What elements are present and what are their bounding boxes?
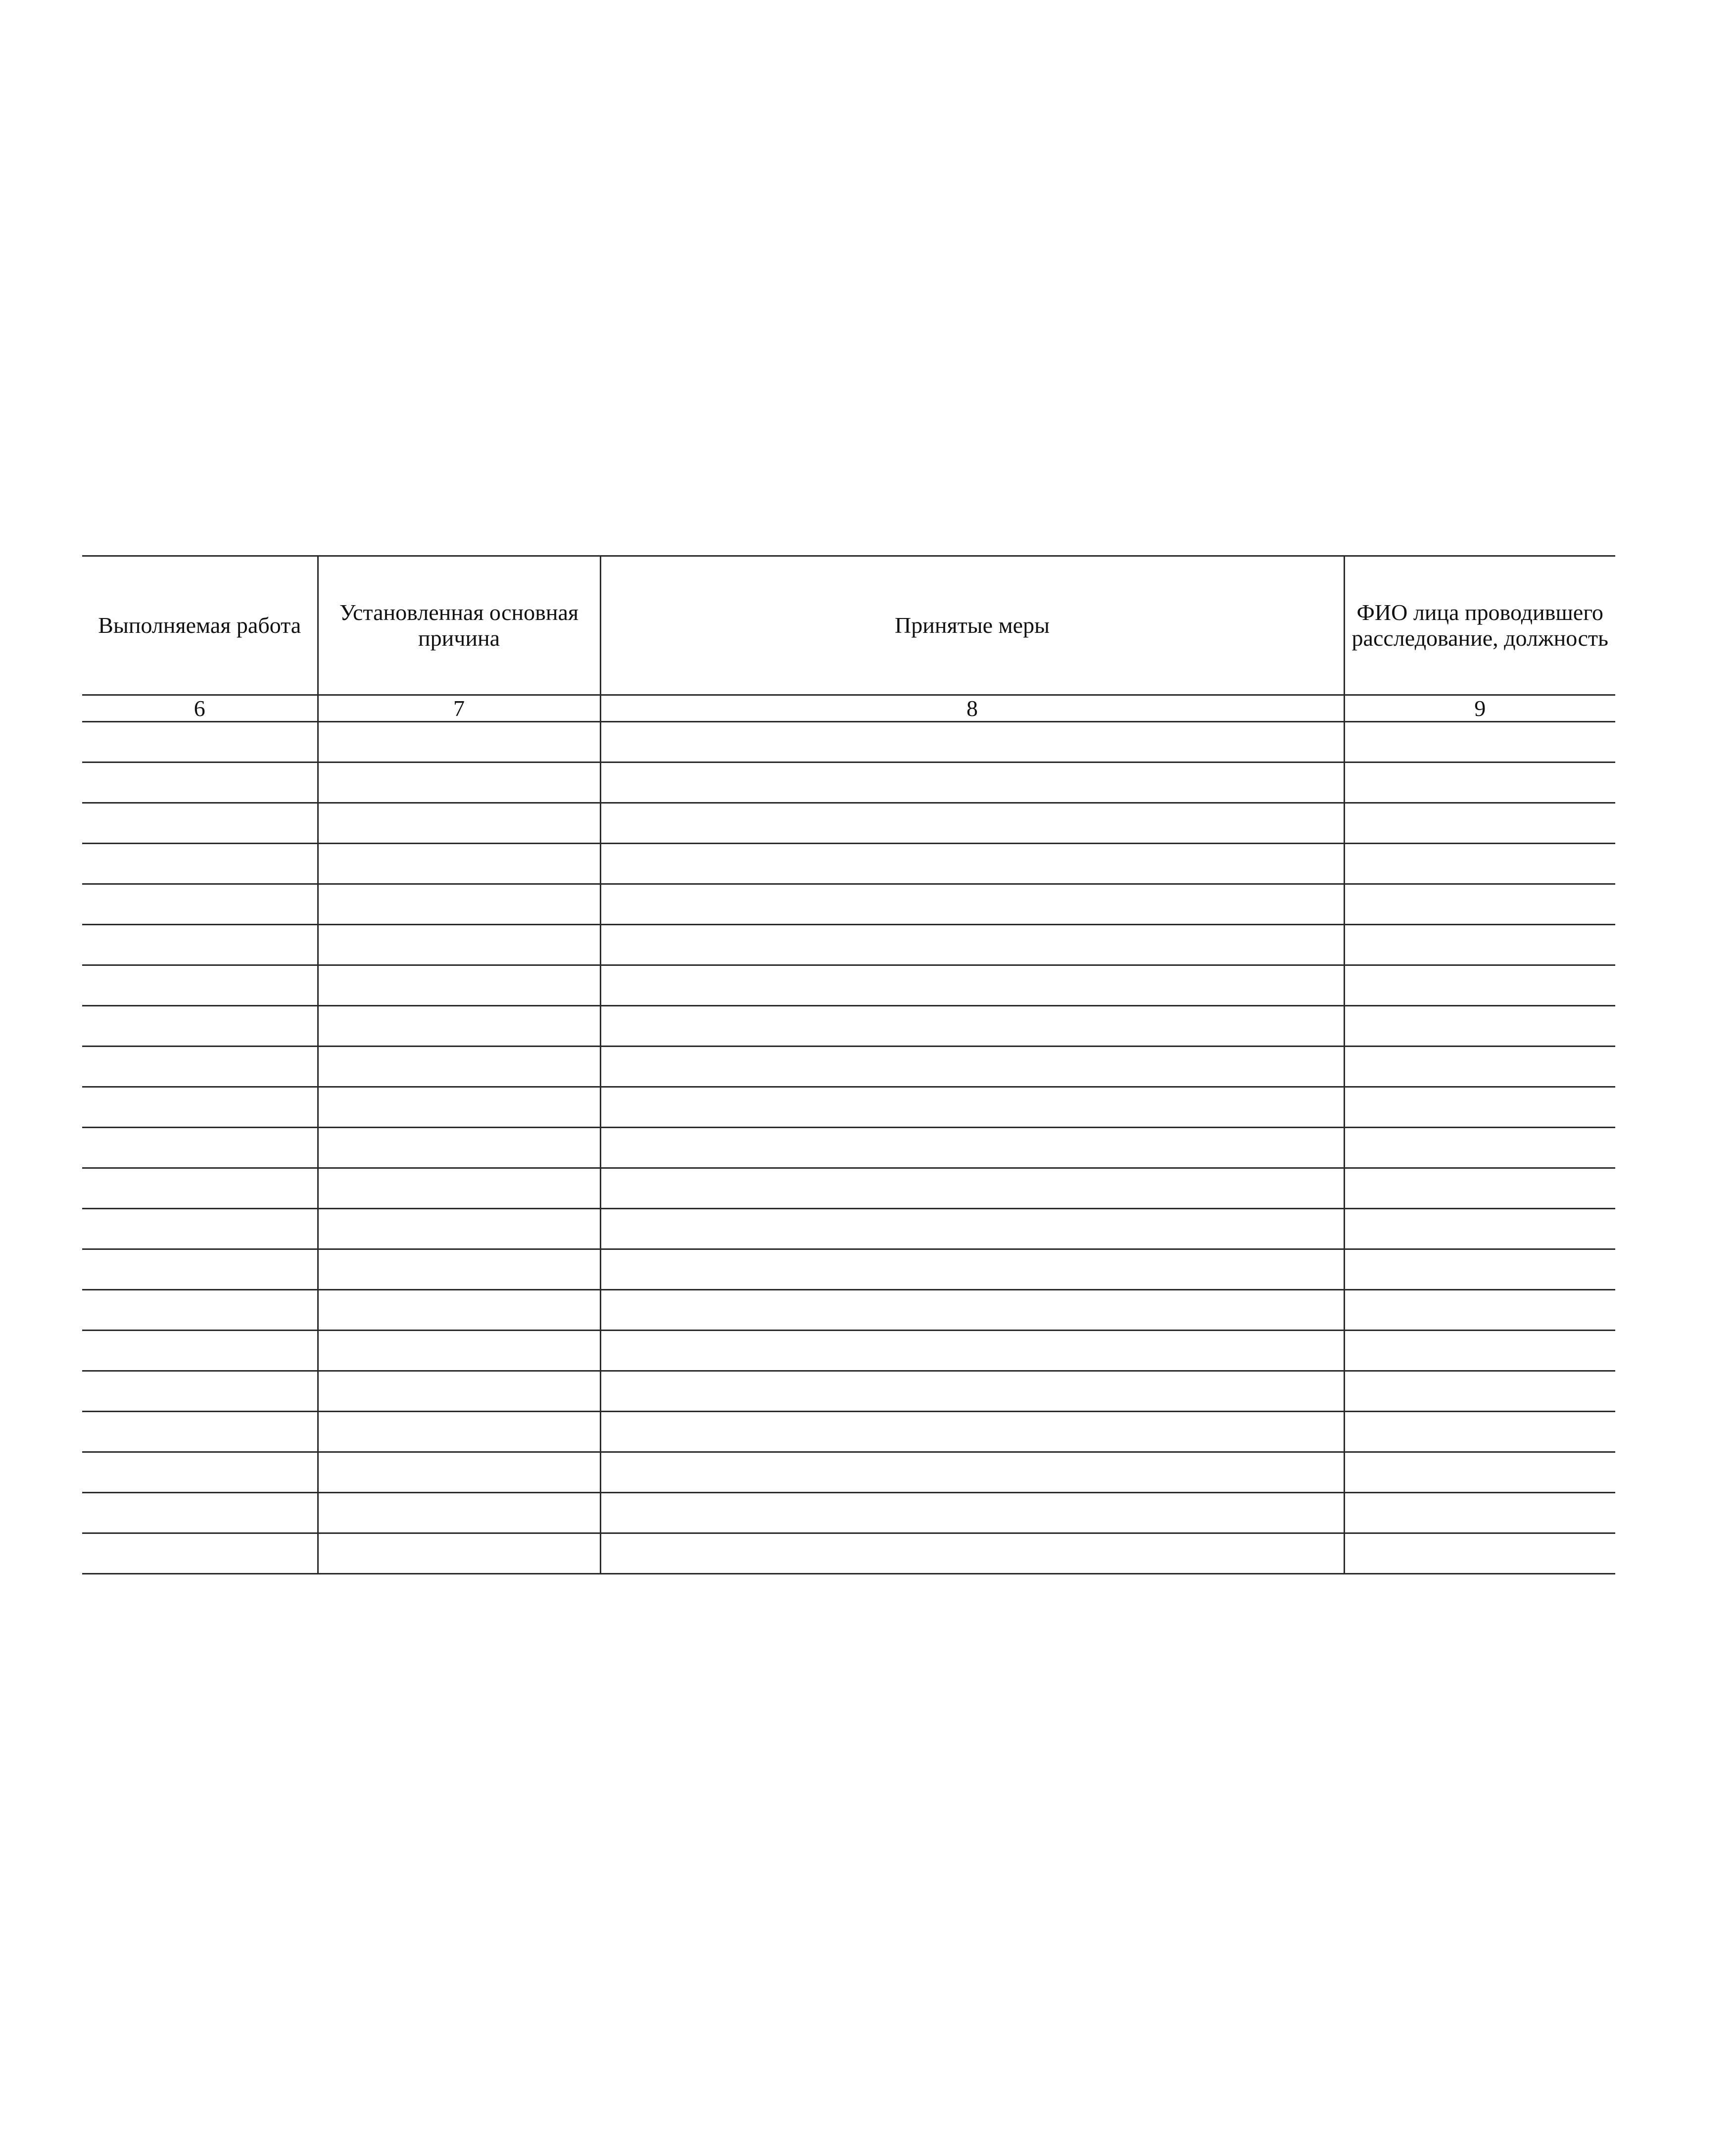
column-number-8: 8 [600,695,1344,722]
table-cell[interactable] [1344,1371,1615,1412]
table-cell[interactable] [1344,762,1615,803]
header-investigator: ФИО лица проводившего расследование, должность [1344,556,1615,695]
table-cell[interactable] [1344,722,1615,762]
table-row [82,1006,1615,1047]
table-cell[interactable] [600,1209,1344,1249]
table-cell[interactable] [318,762,600,803]
table-cell[interactable] [318,1047,600,1087]
table-cell[interactable] [1344,844,1615,884]
table-cell[interactable] [82,1331,318,1371]
table-cell[interactable] [600,1290,1344,1331]
table-cell[interactable] [82,884,318,925]
table-row [82,1209,1615,1249]
table-cell[interactable] [600,925,1344,965]
table-cell[interactable] [1344,1249,1615,1290]
header-work-performed: Выполняемая работа [82,556,318,695]
header-main-cause: Установленная основная причина [318,556,600,695]
table-cell[interactable] [82,925,318,965]
table-cell[interactable] [318,1452,600,1493]
table-cell[interactable] [600,1006,1344,1047]
table-cell[interactable] [318,844,600,884]
table-cell[interactable] [1344,1493,1615,1533]
table-cell[interactable] [600,1533,1344,1574]
table-cell[interactable] [600,803,1344,844]
table-cell[interactable] [318,1209,600,1249]
table-header-row [82,556,1615,695]
table-cell[interactable] [82,1493,318,1533]
table-cell[interactable] [1344,884,1615,925]
table-row [82,1533,1615,1574]
table-cell[interactable] [82,1006,318,1047]
table-cell[interactable] [82,965,318,1006]
table-cell[interactable] [318,1412,600,1452]
table-cell[interactable] [318,1087,600,1128]
table-row [82,762,1615,803]
table-cell[interactable] [318,1006,600,1047]
table-cell[interactable] [600,884,1344,925]
table-cell[interactable] [1344,1209,1615,1249]
table-cell[interactable] [82,722,318,762]
table-cell[interactable] [318,1331,600,1371]
table-cell[interactable] [600,965,1344,1006]
table-row [82,1493,1615,1533]
table-cell[interactable] [600,1371,1344,1412]
table-cell[interactable] [600,1493,1344,1533]
table-cell[interactable] [82,1249,318,1290]
table-body [82,722,1615,1574]
table-cell[interactable] [318,1249,600,1290]
table-row [82,1087,1615,1128]
table-row [82,1331,1615,1371]
table-cell[interactable] [600,1452,1344,1493]
header-measures-taken: Принятые меры [600,556,1344,695]
column-number-7: 7 [318,695,600,722]
table-cell[interactable] [82,762,318,803]
table-row [82,1128,1615,1168]
table-cell[interactable] [318,1371,600,1412]
table-cell[interactable] [82,1290,318,1331]
table-cell[interactable] [82,1533,318,1574]
table-cell[interactable] [82,1209,318,1249]
table-cell[interactable] [600,1087,1344,1128]
table-cell[interactable] [82,1371,318,1412]
table-cell[interactable] [82,1412,318,1452]
table-cell[interactable] [1344,1168,1615,1209]
table-row [82,965,1615,1006]
table-cell[interactable] [1344,1047,1615,1087]
table-cell[interactable] [82,803,318,844]
table-cell[interactable] [1344,1533,1615,1574]
table-row [82,803,1615,844]
table-cell[interactable] [600,762,1344,803]
table-cell[interactable] [1344,1006,1615,1047]
table-cell[interactable] [82,1168,318,1209]
table-cell[interactable] [318,803,600,844]
table-cell[interactable] [1344,965,1615,1006]
table-row [82,925,1615,965]
column-number-9: 9 [1344,695,1615,722]
table-cell[interactable] [600,722,1344,762]
table-row [82,844,1615,884]
table-cell[interactable] [1344,1290,1615,1331]
table-cell[interactable] [82,844,318,884]
column-number-row [82,695,1615,722]
table-cell[interactable] [318,722,600,762]
table-row [82,1452,1615,1493]
table-cell[interactable] [600,1412,1344,1452]
table-row [82,1371,1615,1412]
table-cell[interactable] [600,1249,1344,1290]
table-cell[interactable] [600,1331,1344,1371]
table-cell[interactable] [1344,1128,1615,1168]
table-cell[interactable] [600,1128,1344,1168]
table-cell[interactable] [600,844,1344,884]
table-cell[interactable] [1344,803,1615,844]
table-cell[interactable] [1344,925,1615,965]
table-cell[interactable] [1344,1412,1615,1452]
table-cell[interactable] [318,1128,600,1168]
table-cell[interactable] [318,965,600,1006]
table-cell[interactable] [600,1168,1344,1209]
table-row [82,1047,1615,1087]
table-row [82,1249,1615,1290]
table-cell[interactable] [1344,1087,1615,1128]
table-cell[interactable] [1344,1452,1615,1493]
table-cell[interactable] [82,1087,318,1128]
table-cell[interactable] [1344,1331,1615,1371]
table-cell[interactable] [318,1168,600,1209]
table-cell[interactable] [318,925,600,965]
table-cell[interactable] [318,1493,600,1533]
table-cell[interactable] [82,1452,318,1493]
column-number-6: 6 [82,695,318,722]
table-row [82,884,1615,925]
investigation-log-table [82,555,1615,1574]
table-row [82,1290,1615,1331]
table-cell[interactable] [318,1533,600,1574]
table-cell[interactable] [82,1047,318,1087]
table-row [82,1168,1615,1209]
table-row [82,722,1615,762]
table-cell[interactable] [82,1128,318,1168]
table-row [82,1412,1615,1452]
table-cell[interactable] [318,884,600,925]
table-cell[interactable] [600,1047,1344,1087]
table-cell[interactable] [318,1290,600,1331]
